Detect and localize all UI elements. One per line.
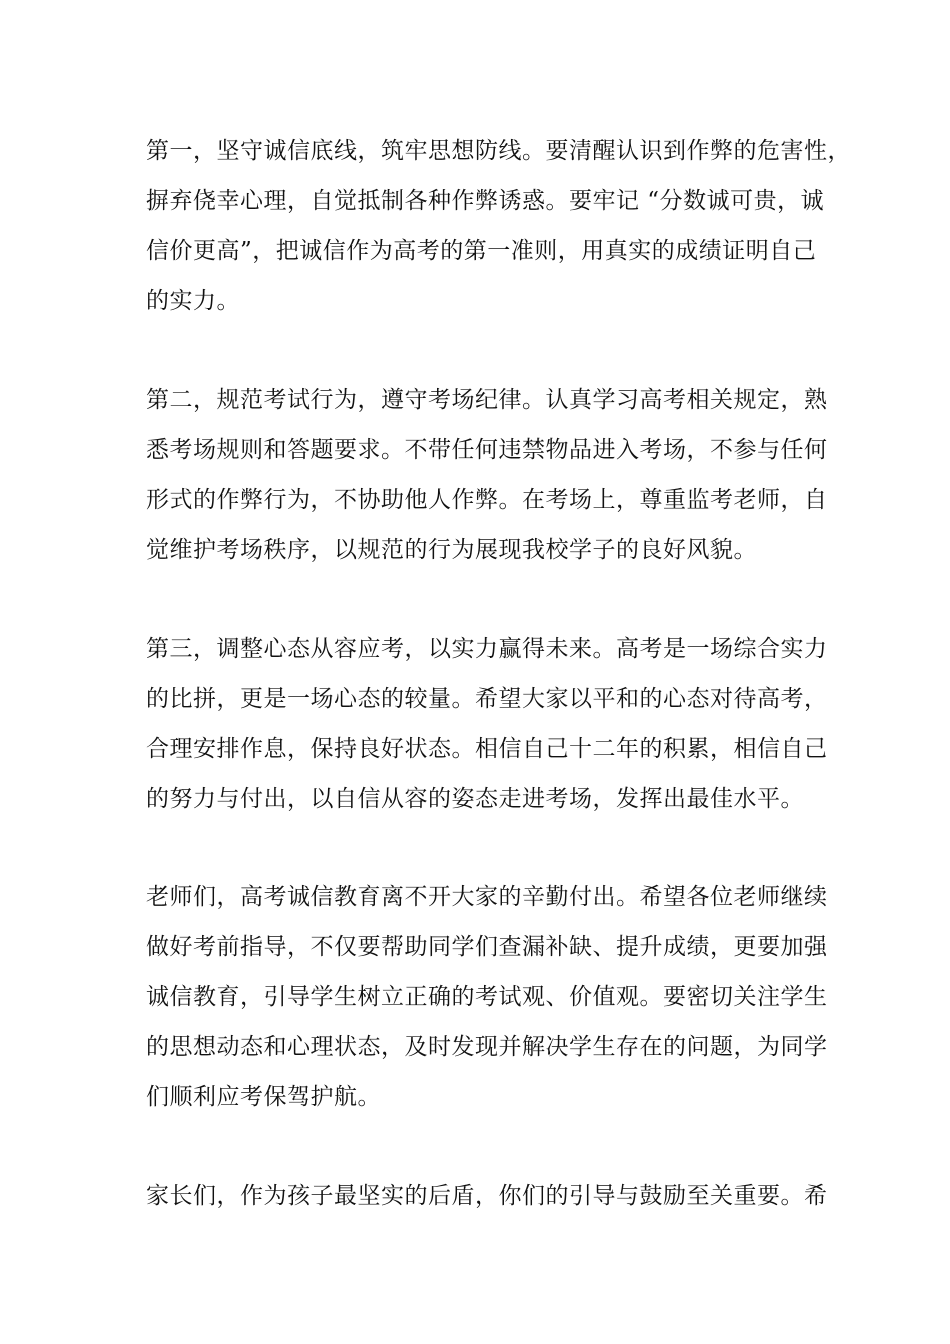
paragraph-1-line-3: 信价更高”，把诚信作为高考的第一准则，用真实的成绩证明自己 <box>146 238 817 264</box>
paragraph-1-line-4: 的实力。 <box>146 288 240 314</box>
paragraph-3-line-2: 的比拼，更是一场心态的较量。希望大家以平和的心态对待高考， <box>146 686 828 712</box>
paragraph-3-line-1: 第三，调整心态从容应考，以实力赢得未来。高考是一场综合实力 <box>146 636 828 662</box>
paragraph-1-line-2: 摒弃侥幸心理，自觉抵制各种作弊诱惑。要牢记 “分数诚可贵，诚 <box>146 188 825 214</box>
paragraph-4-line-1: 老师们，高考诚信教育离不开大家的辛勤付出。希望各位老师继续 <box>146 884 828 910</box>
paragraph-2-line-3: 形式的作弊行为，不协助他人作弊。在考场上，尊重监考老师，自 <box>146 487 828 513</box>
paragraph-2-line-1: 第二，规范考试行为，遵守考场纪律。认真学习高考相关规定，熟 <box>146 387 828 413</box>
paragraph-3-line-4: 的努力与付出，以自信从容的姿态走进考场，发挥出最佳水平。 <box>146 786 804 812</box>
paragraph-4-line-5: 们顺利应考保驾护航。 <box>146 1084 381 1110</box>
paragraph-2-line-4: 觉维护考场秩序，以规范的行为展现我校学子的良好风貌。 <box>146 537 757 563</box>
paragraph-4-line-4: 的思想动态和心理状态，及时发现并解决学生存在的问题，为同学 <box>146 1034 828 1060</box>
paragraph-5-line-1: 家长们，作为孩子最坚实的后盾，你们的引导与鼓励至关重要。希 <box>146 1183 828 1209</box>
paragraph-1-line-1: 第一，坚守诚信底线，筑牢思想防线。要清醒认识到作弊的危害性， <box>146 138 851 164</box>
paragraph-2-line-2: 悉考场规则和答题要求。不带任何违禁物品进入考场，不参与任何 <box>146 437 828 463</box>
paragraph-3-line-3: 合理安排作息，保持良好状态。相信自己十二年的积累，相信自己 <box>146 736 828 762</box>
paragraph-4-line-2: 做好考前指导，不仅要帮助同学们查漏补缺、提升成绩，更要加强 <box>146 934 828 960</box>
paragraph-4-line-3: 诚信教育，引导学生树立正确的考试观、价值观。要密切关注学生 <box>146 984 828 1010</box>
